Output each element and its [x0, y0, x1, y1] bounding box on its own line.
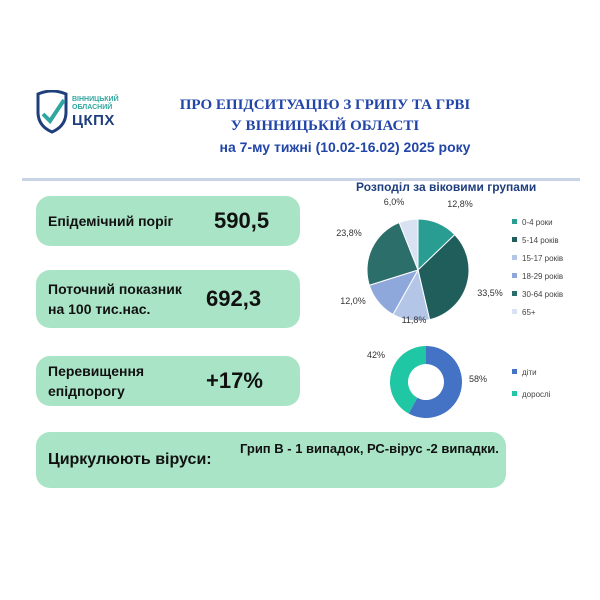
pie1-label-0: 58%	[468, 374, 488, 384]
pie0-legend-label-1: 5-14 років	[522, 236, 559, 245]
pie0-label-5: 6,0%	[383, 197, 405, 207]
pie0-legend-swatch-0	[512, 219, 517, 224]
org-name-line2: ОБЛАСНИЙ	[72, 104, 113, 111]
age-chart-title: Розподіл за віковими групами	[356, 180, 537, 194]
viruses-text: Грип В - 1 випадок, РС-вірус -2 випадки.	[240, 441, 499, 456]
pie0-label-2: 11,8%	[401, 315, 427, 325]
excess-label-line1: Перевищення	[48, 363, 145, 379]
pie0-legend-swatch-3	[512, 273, 517, 278]
title-line2: У ВІННИЦЬКІЙ ОБЛАСТІ	[230, 118, 420, 134]
title-line1: ПРО ЕПІДСИТУАЦІЮ З ГРИПУ ТА ГРВІ	[179, 97, 471, 113]
pie0-legend-swatch-1	[512, 237, 517, 242]
current-rate-value: 692,3	[206, 286, 262, 311]
pie1-legend-swatch-1	[512, 391, 517, 396]
pie0-legend-swatch-2	[512, 255, 517, 260]
pie0-label-3: 12,0%	[340, 296, 366, 306]
threshold-value: 590,5	[214, 208, 270, 233]
pie0-legend-label-3: 18-29 років	[522, 272, 564, 281]
pie0-label-0: 12,8%	[447, 199, 473, 209]
pie0-legend-swatch-5	[512, 309, 517, 314]
pie1-legend-label-1: дорослі	[522, 390, 551, 399]
pie0-legend-label-0: 0-4 роки	[522, 218, 553, 227]
viruses-label: Циркулюють віруси:	[48, 451, 212, 468]
excess-label-line2: епідпорогу	[48, 383, 125, 399]
excess-value: +17%	[206, 368, 263, 393]
org-abbr: ЦКПХ	[72, 112, 115, 129]
pie0-label-1: 33,5%	[477, 288, 503, 298]
threshold-label: Епідемічний поріг	[48, 213, 174, 229]
pie1-label-1: 42%	[366, 350, 386, 360]
pie0-legend-label-4: 30-64 років	[522, 290, 564, 299]
pie0-legend-swatch-4	[512, 291, 517, 296]
pie0-legend-label-2: 15-17 років	[522, 254, 564, 263]
title-line3: на 7-му тижні (10.02-16.02) 2025 року	[219, 139, 471, 155]
current-rate-label-line2: на 100 тис.нас.	[48, 301, 151, 317]
current-rate-label-line1: Поточний показник	[48, 281, 182, 297]
pie0-label-4: 23,8%	[336, 228, 362, 238]
org-name-line1: ВІННИЦЬКИЙ	[72, 96, 119, 103]
pie0-legend-label-5: 65+	[522, 308, 536, 317]
pie1-legend-label-0: діти	[522, 368, 537, 377]
pie1-legend-swatch-0	[512, 369, 517, 374]
